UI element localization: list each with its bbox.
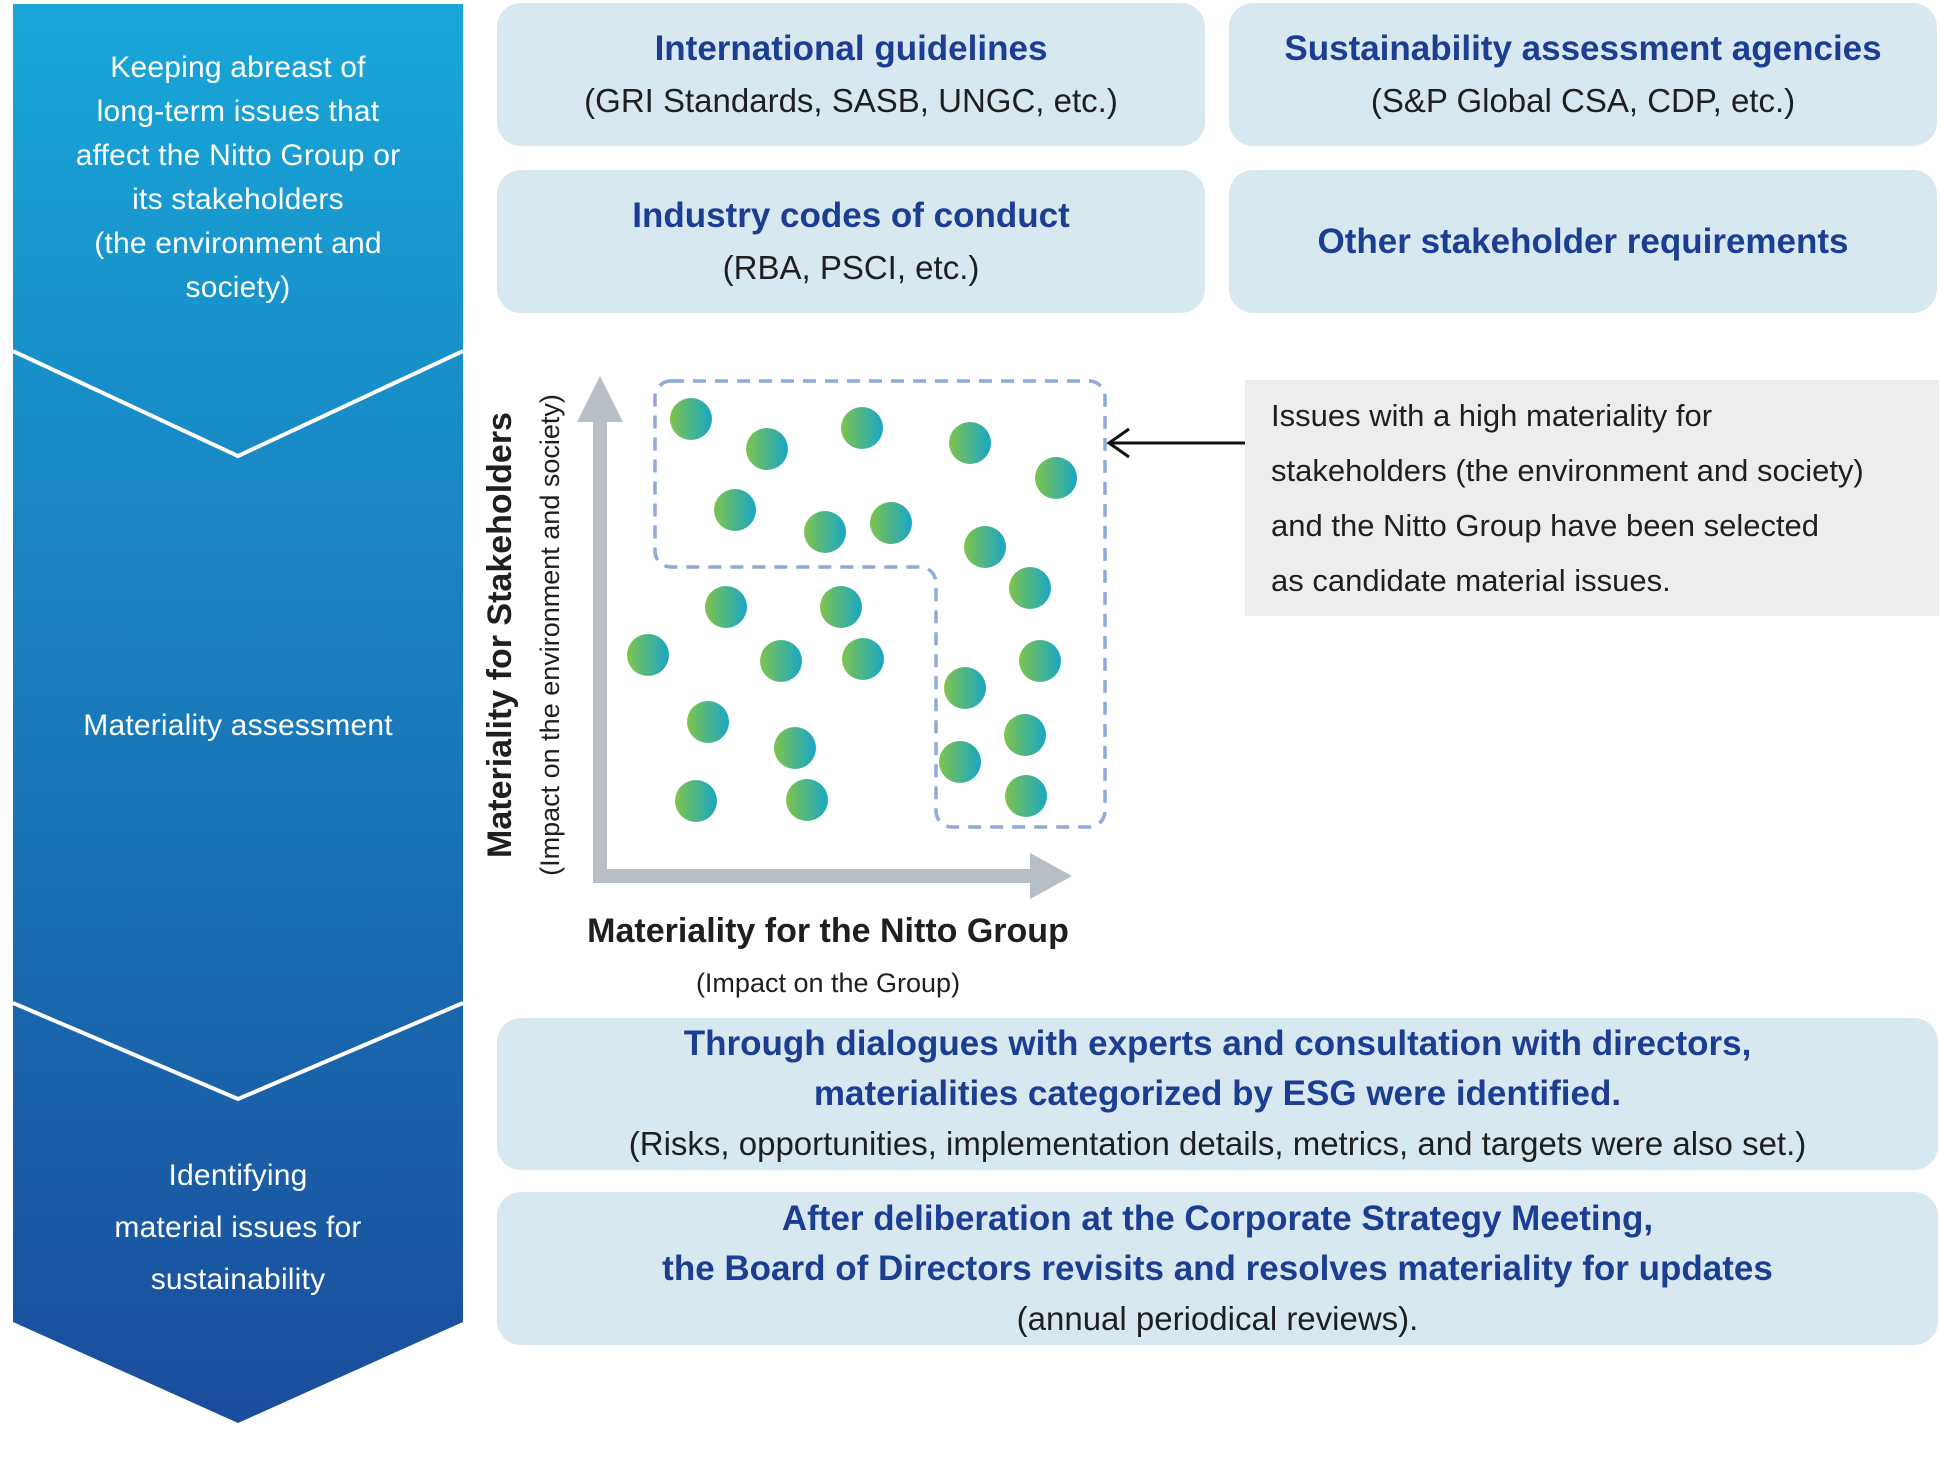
- source-box-title: Industry codes of conduct: [632, 195, 1070, 235]
- materiality-dot: [842, 638, 884, 680]
- banner-step-issues-line: long-term issues that: [96, 95, 380, 128]
- banner-step-issues-line: Keeping abreast of: [110, 51, 366, 84]
- materiality-dot: [714, 489, 756, 531]
- banner-step-issues-line: society): [185, 271, 291, 304]
- materiality-dot: [841, 407, 883, 449]
- banner-step-identifying-line: sustainability: [150, 1263, 326, 1296]
- banner-step-identifying-line: Identifying: [168, 1159, 308, 1192]
- y-axis-sublabel: (Impact on the environment and society): [535, 394, 566, 876]
- x-axis-arrowhead-icon: [1030, 853, 1072, 899]
- source-box-assessment-agencies: [1229, 3, 1937, 146]
- materiality-dot: [675, 780, 717, 822]
- source-box-subtitle: (S&P Global CSA, CDP, etc.): [1370, 81, 1796, 119]
- materiality-dot: [670, 398, 712, 440]
- process-emphasis-line: After deliberation at the Corporate Strategy Meeting,: [781, 1198, 1654, 1238]
- annotation-line: stakeholders (the environment and society): [1271, 453, 1864, 488]
- scatter-dots: [627, 398, 1077, 822]
- materiality-dot: [1019, 640, 1061, 682]
- materiality-dot: [944, 667, 986, 709]
- materiality-dot: [774, 727, 816, 769]
- materiality-dot: [964, 526, 1006, 568]
- annotation-line: as candidate material issues.: [1271, 563, 1671, 598]
- materiality-dot: [627, 634, 669, 676]
- annotation-line: and the Nitto Group have been selected: [1271, 508, 1820, 543]
- materiality-dot: [949, 422, 991, 464]
- materiality-dot: [760, 640, 802, 682]
- process-emphasis-line: Through dialogues with experts and consultation with directors,: [683, 1024, 1752, 1063]
- source-box-title: Other stakeholder requirements: [1317, 221, 1849, 261]
- x-axis-sublabel: (Impact on the Group): [695, 968, 961, 998]
- materiality-dot: [705, 586, 747, 628]
- materiality-dot: [1004, 714, 1046, 756]
- materiality-dot: [820, 586, 862, 628]
- process-note-line: (Risks, opportunities, implementation details, metrics, and targets were also set.): [628, 1125, 1807, 1162]
- y-axis-line: [593, 418, 607, 883]
- process-emphasis-line: the Board of Directors revisits and resolves materiality for updates: [662, 1248, 1773, 1288]
- materiality-scatter-chart: [460, 290, 1140, 1010]
- materiality-dot: [786, 779, 828, 821]
- x-axis-label: Materiality for the Nitto Group: [587, 912, 1069, 950]
- source-box-subtitle: (RBA, PSCI, etc.): [722, 248, 980, 286]
- materiality-dot: [870, 502, 912, 544]
- process-box-board-resolution: [497, 1192, 1938, 1345]
- materiality-dot: [804, 511, 846, 553]
- materiality-dot: [1009, 567, 1051, 609]
- candidate-issues-annotation: [1245, 380, 1939, 616]
- materiality-dot: [746, 428, 788, 470]
- process-box-dialogues: [497, 1018, 1938, 1170]
- banner-step-assessment: [13, 704, 463, 748]
- source-box-international-guidelines: [497, 3, 1205, 146]
- y-axis-arrowhead-icon: [577, 376, 623, 422]
- process-emphasis-line: materialities categorized by ESG were identified.: [813, 1074, 1622, 1113]
- annotation-arrow-icon: [1095, 424, 1255, 464]
- process-banner: [13, 4, 463, 1424]
- banner-step-issues-line: affect the Nitto Group or: [75, 139, 401, 172]
- source-box-title: International guidelines: [654, 28, 1048, 68]
- process-note-line: (annual periodical reviews).: [1016, 1299, 1419, 1337]
- materiality-dot: [1035, 457, 1077, 499]
- source-box-subtitle: (GRI Standards, SASB, UNGC, etc.): [584, 81, 1118, 119]
- annotation-line: Issues with a high materiality for: [1271, 398, 1713, 433]
- banner-step-issues: [13, 46, 463, 310]
- banner-step-issues-line: its stakeholders: [132, 183, 344, 216]
- x-axis-line: [593, 869, 1033, 883]
- source-box-title: Sustainability assessment agencies: [1284, 28, 1882, 68]
- banner-step-identifying: [13, 1150, 463, 1306]
- materiality-dot: [687, 701, 729, 743]
- banner-step-identifying-line: material issues for: [114, 1211, 362, 1244]
- banner-step-assessment-line: Materiality assessment: [83, 709, 393, 742]
- source-box-other-stakeholders: [1229, 170, 1937, 313]
- y-axis-label: Materiality for Stakeholders: [480, 412, 519, 858]
- materiality-dot: [939, 741, 981, 783]
- materiality-dot: [1005, 775, 1047, 817]
- banner-step-issues-line: (the environment and: [94, 227, 382, 260]
